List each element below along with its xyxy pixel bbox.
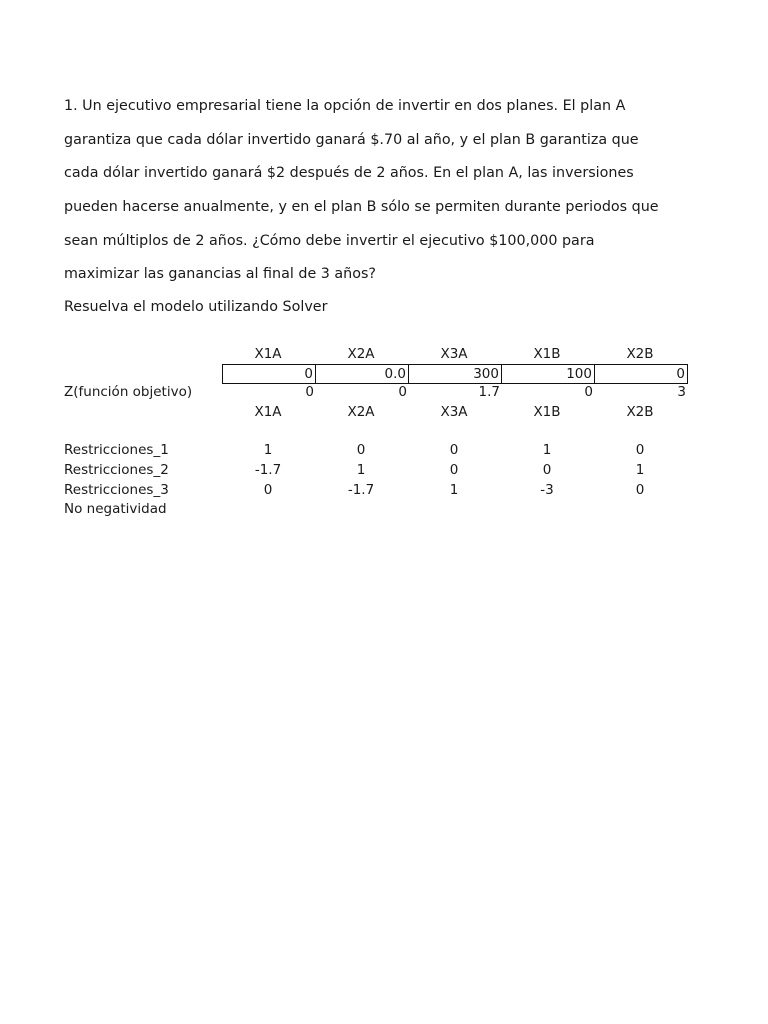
constraint-1-x2b: 0 <box>635 442 645 458</box>
var-header2-x2b: X2B <box>626 404 654 420</box>
constraint-3-x3a: 1 <box>449 482 459 498</box>
constraint-3-x2a: -1.7 <box>347 482 375 498</box>
var-header-x2b: X2B <box>626 346 654 362</box>
var-header2-x2a: X2A <box>347 404 375 420</box>
problem-line-5: sean múltiplos de 2 años. ¿Cómo debe invertir el ejecutivo $100,000 para <box>64 233 595 249</box>
constraint-3-x1b: -3 <box>540 482 554 498</box>
var-header-x3a: X3A <box>440 346 468 362</box>
objective-label: Z(función objetivo) <box>64 384 193 400</box>
constraint-2-x2a: 1 <box>356 462 366 478</box>
constraint-1-x2a: 0 <box>356 442 366 458</box>
var-header2-x1b: X1B <box>533 404 561 420</box>
nonnegativity-label: No negatividad <box>64 501 167 517</box>
decision-cell-x2a[interactable]: 0.0 <box>315 364 409 384</box>
var-header-x1a: X1A <box>254 346 282 362</box>
decision-cell-x1b[interactable]: 100 <box>501 364 595 384</box>
problem-line-6: maximizar las ganancias al final de 3 años? <box>64 266 377 282</box>
constraint-2-x3a: 0 <box>449 462 459 478</box>
constraint-3-label: Restricciones_3 <box>64 482 169 498</box>
objective-coef-x1a: 0 <box>305 384 314 400</box>
problem-line-4: pueden hacerse anualmente, y en el plan B sólo se permiten durante periodos que <box>64 199 659 215</box>
problem-line-7: Resuelva el modelo utilizando Solver <box>64 299 328 315</box>
constraint-2-label: Restricciones_2 <box>64 462 169 478</box>
objective-coef-x2b: 3 <box>677 384 686 400</box>
var-header-x1b: X1B <box>533 346 561 362</box>
constraint-2-x1a: -1.7 <box>254 462 282 478</box>
problem-line-2: garantiza que cada dólar invertido ganará $.70 al año, y el plan B garantiza que <box>64 132 639 148</box>
constraint-2-x1b: 0 <box>542 462 552 478</box>
constraint-1-label: Restricciones_1 <box>64 442 169 458</box>
objective-coef-x1b: 0 <box>584 384 593 400</box>
decision-cell-x3a[interactable]: 300 <box>408 364 502 384</box>
problem-line-1: 1. Un ejecutivo empresarial tiene la opción de invertir en dos planes. El plan A <box>64 98 626 114</box>
constraint-1-x1b: 1 <box>542 442 552 458</box>
constraint-3-x2b: 0 <box>635 482 645 498</box>
constraint-1-x1a: 1 <box>263 442 273 458</box>
constraint-1-x3a: 0 <box>449 442 459 458</box>
var-header-x2a: X2A <box>347 346 375 362</box>
var-header2-x3a: X3A <box>440 404 468 420</box>
problem-line-3: cada dólar invertido ganará $2 después de 2 años. En el plan A, las inversiones <box>64 165 634 181</box>
decision-cell-x2b[interactable]: 0 <box>594 364 688 384</box>
var-header2-x1a: X1A <box>254 404 282 420</box>
objective-coef-x3a: 1.7 <box>478 384 500 400</box>
objective-coef-x2a: 0 <box>398 384 407 400</box>
constraint-2-x2b: 1 <box>635 462 645 478</box>
decision-cell-x1a[interactable]: 0 <box>222 364 316 384</box>
constraint-3-x1a: 0 <box>263 482 273 498</box>
